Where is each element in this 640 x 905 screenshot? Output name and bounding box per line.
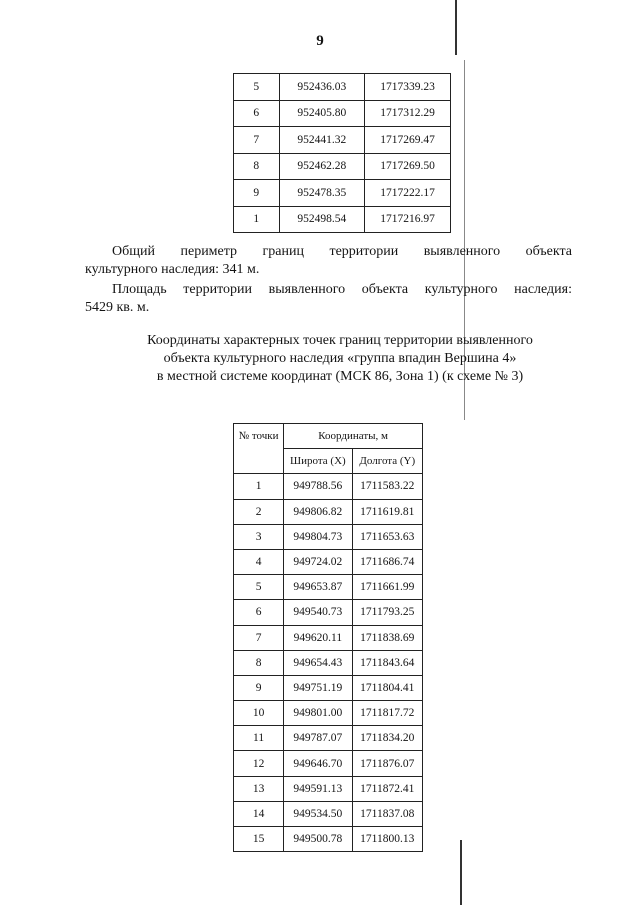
latitude-cell: 949534.50 (284, 801, 352, 826)
section-heading-line1: Координаты характерных точек границ территории выявленного (147, 333, 533, 348)
longitude-cell: 1717269.47 (365, 127, 451, 154)
table-row (234, 206, 451, 233)
table-row (234, 180, 451, 207)
latitude-cell: 949591.13 (284, 776, 352, 801)
latitude-cell: 949724.02 (284, 549, 352, 574)
latitude-cell: 949787.07 (284, 726, 352, 751)
latitude-cell: 949654.43 (284, 650, 352, 675)
point-number-cell: 1 (234, 206, 280, 233)
point-number-cell: 5 (234, 74, 280, 101)
area-text: Площадь территории выявленного объекта культурного наследия: (112, 282, 572, 297)
point-number-cell: 7 (234, 625, 284, 650)
point-number-cell: 12 (234, 751, 284, 776)
longitude-cell: 1711619.81 (352, 499, 422, 524)
table-row (234, 499, 423, 524)
area-text-continued: 5429 кв. м. (85, 300, 150, 315)
page-number: 9 (316, 33, 324, 49)
table-row (234, 827, 423, 852)
latitude-cell: 952498.54 (279, 206, 365, 233)
point-number-cell: 4 (234, 549, 284, 574)
longitude-cell: 1711872.41 (352, 776, 422, 801)
point-number-cell: 9 (234, 675, 284, 700)
longitude-cell: 1717269.50 (365, 153, 451, 180)
latitude-cell: 949806.82 (284, 499, 352, 524)
longitude-cell: 1711661.99 (352, 575, 422, 600)
coordinates-table-continued (233, 73, 451, 233)
longitude-cell: 1711837.08 (352, 801, 422, 826)
header-latitude: Широта (X) (284, 449, 352, 474)
table-row (234, 801, 423, 826)
table-row (234, 751, 423, 776)
point-number-cell: 7 (234, 127, 280, 154)
scan-artifact-line (460, 840, 462, 905)
latitude-cell: 952436.03 (279, 74, 365, 101)
point-number-cell: 6 (234, 100, 280, 127)
latitude-cell: 949788.56 (284, 474, 352, 499)
table-row (234, 549, 423, 574)
longitude-cell: 1711876.07 (352, 751, 422, 776)
latitude-cell: 949801.00 (284, 701, 352, 726)
table-row (234, 127, 451, 154)
point-number-cell: 11 (234, 726, 284, 751)
table-row (234, 74, 451, 101)
point-number-cell: 1 (234, 474, 284, 499)
table-row (234, 474, 423, 499)
latitude-cell: 952405.80 (279, 100, 365, 127)
longitude-cell: 1711843.64 (352, 650, 422, 675)
point-number-cell: 13 (234, 776, 284, 801)
point-number-cell: 15 (234, 827, 284, 852)
point-number-cell: 2 (234, 499, 284, 524)
table-row (234, 625, 423, 650)
longitude-cell: 1717216.97 (365, 206, 451, 233)
latitude-cell: 949620.11 (284, 625, 352, 650)
header-coordinates: Координаты, м (284, 424, 423, 449)
longitude-cell: 1711838.69 (352, 625, 422, 650)
longitude-cell: 1711583.22 (352, 474, 422, 499)
table-row (234, 675, 423, 700)
latitude-cell: 949500.78 (284, 827, 352, 852)
longitude-cell: 1711834.20 (352, 726, 422, 751)
point-number-cell: 8 (234, 650, 284, 675)
table-row (234, 575, 423, 600)
latitude-cell: 952478.35 (279, 180, 365, 207)
table-row (234, 153, 451, 180)
longitude-cell: 1711793.25 (352, 600, 422, 625)
latitude-cell: 949751.19 (284, 675, 352, 700)
longitude-cell: 1711804.41 (352, 675, 422, 700)
latitude-cell: 952441.32 (279, 127, 365, 154)
latitude-cell: 952462.28 (279, 153, 365, 180)
scan-artifact-line (455, 0, 457, 55)
longitude-cell: 1711653.63 (352, 524, 422, 549)
latitude-cell: 949646.70 (284, 751, 352, 776)
longitude-cell: 1711800.13 (352, 827, 422, 852)
coordinates-table (233, 423, 423, 852)
point-number-cell: 6 (234, 600, 284, 625)
header-longitude: Долгота (Y) (352, 449, 422, 474)
point-number-cell: 9 (234, 180, 280, 207)
point-number-cell: 8 (234, 153, 280, 180)
table-row (234, 776, 423, 801)
perimeter-text: Общий периметр границ территории выявленного объекта (112, 244, 572, 259)
header-point-number: № точки (234, 424, 284, 474)
section-heading-line3: в местной системе координат (МСК 86, Зона 1) (к схеме № 3) (156, 369, 524, 384)
point-number-cell: 5 (234, 575, 284, 600)
table-row (234, 701, 423, 726)
longitude-cell: 1711686.74 (352, 549, 422, 574)
longitude-cell: 1711817.72 (352, 701, 422, 726)
point-number-cell: 10 (234, 701, 284, 726)
latitude-cell: 949653.87 (284, 575, 352, 600)
table-row (234, 726, 423, 751)
table-row (234, 524, 423, 549)
section-heading-line2: объекта культурного наследия «группа впадин Вершина 4» (163, 351, 517, 366)
longitude-cell: 1717222.17 (365, 180, 451, 207)
perimeter-text-continued: культурного наследия: 341 м. (85, 262, 260, 277)
table-row (234, 100, 451, 127)
table-row (234, 600, 423, 625)
latitude-cell: 949540.73 (284, 600, 352, 625)
table-row (234, 650, 423, 675)
point-number-cell: 3 (234, 524, 284, 549)
longitude-cell: 1717312.29 (365, 100, 451, 127)
point-number-cell: 14 (234, 801, 284, 826)
latitude-cell: 949804.73 (284, 524, 352, 549)
longitude-cell: 1717339.23 (365, 74, 451, 101)
